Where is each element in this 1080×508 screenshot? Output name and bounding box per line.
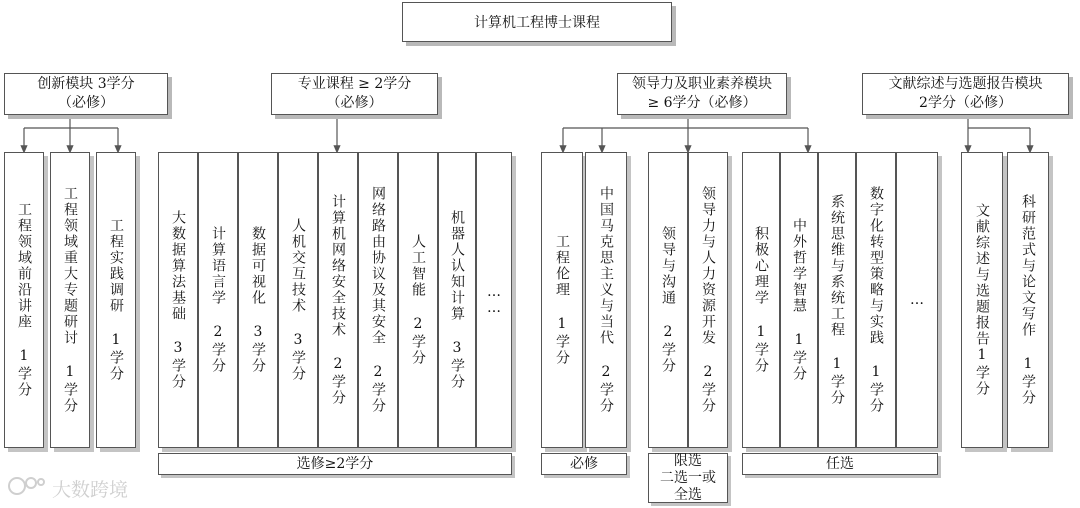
course-label: 文献综述与选题报告1学分 [974,203,990,397]
course-column-more [476,152,512,448]
course-label: 工程领域重大专题研讨 1学分 [62,186,78,414]
course-column [438,152,476,448]
diagram-title: 计算机工程博士课程 [402,2,672,42]
course-label: 领导与沟通 2学分 [660,226,676,374]
course-column [961,152,1003,448]
course-label: 大数据算法基础 3学分 [170,210,186,390]
course-column [358,152,398,448]
course-column [742,152,780,448]
course-label: 数字化转型策略与实践 1学分 [868,186,884,414]
watermark-logo-icon [8,474,48,503]
course-column [856,152,896,448]
course-label: 中国马克思主义与当代 2学分 [598,186,614,414]
course-label: 计算机网络安全技术 2学分 [330,194,346,406]
ellipsis: …… [486,284,502,316]
course-label: 人工智能 2学分 [410,234,426,366]
course-label: 系统思维与系统工程 1学分 [829,194,845,406]
course-column [96,152,136,448]
course-label: 网络路由协议及其安全 2学分 [370,186,386,414]
required-bar: 必修 [541,453,627,475]
optional-bar: 任选 [742,453,938,475]
watermark-text: 大数跨境 [52,479,129,501]
course-label: 中外哲学智慧 1学分 [791,218,807,382]
course-column [198,152,238,448]
course-column [541,152,583,448]
course-column [318,152,358,448]
course-label: 数据可视化 3学分 [250,226,266,374]
course-column [4,152,44,448]
course-column [50,152,90,448]
course-label: 计算语言学 2学分 [210,226,226,374]
module-professional: 专业课程 ≥ 2学分 （必修） [271,73,438,115]
course-label: 科研范式与论文写作 1学分 [1020,194,1036,406]
course-label: 工程实践调研 1学分 [108,218,124,382]
course-column [238,152,278,448]
module-literature: 文献综述与选题报告模块 2学分（必修） [862,73,1069,115]
ellipsis: … [909,292,925,308]
course-column [278,152,318,448]
limited-elective-bar: 限选 二选一或 全选 [648,453,728,503]
watermark [8,474,128,503]
course-column [585,152,627,448]
module-innovation: 创新模块 3学分 （必修） [4,73,168,115]
course-column [780,152,818,448]
course-column [398,152,438,448]
course-label: 机器人认知计算 3学分 [449,210,465,390]
course-column-more [896,152,938,448]
course-column [688,152,728,448]
elective-bar: 选修≥2学分 [158,453,512,475]
course-label: 工程伦理 1学分 [554,234,570,366]
module-leadership: 领导力及职业素养模块 ≥ 6学分（必修） [617,73,787,115]
course-column [158,152,198,448]
course-label: 人机交互技术 3学分 [290,218,306,382]
course-column [1007,152,1049,448]
course-label: 工程领域前沿讲座 1学分 [16,202,32,398]
course-column [648,152,688,448]
course-column [818,152,856,448]
course-label: 积极心理学 1学分 [753,226,769,374]
course-label: 领导力与人力资源开发 2学分 [700,186,716,414]
